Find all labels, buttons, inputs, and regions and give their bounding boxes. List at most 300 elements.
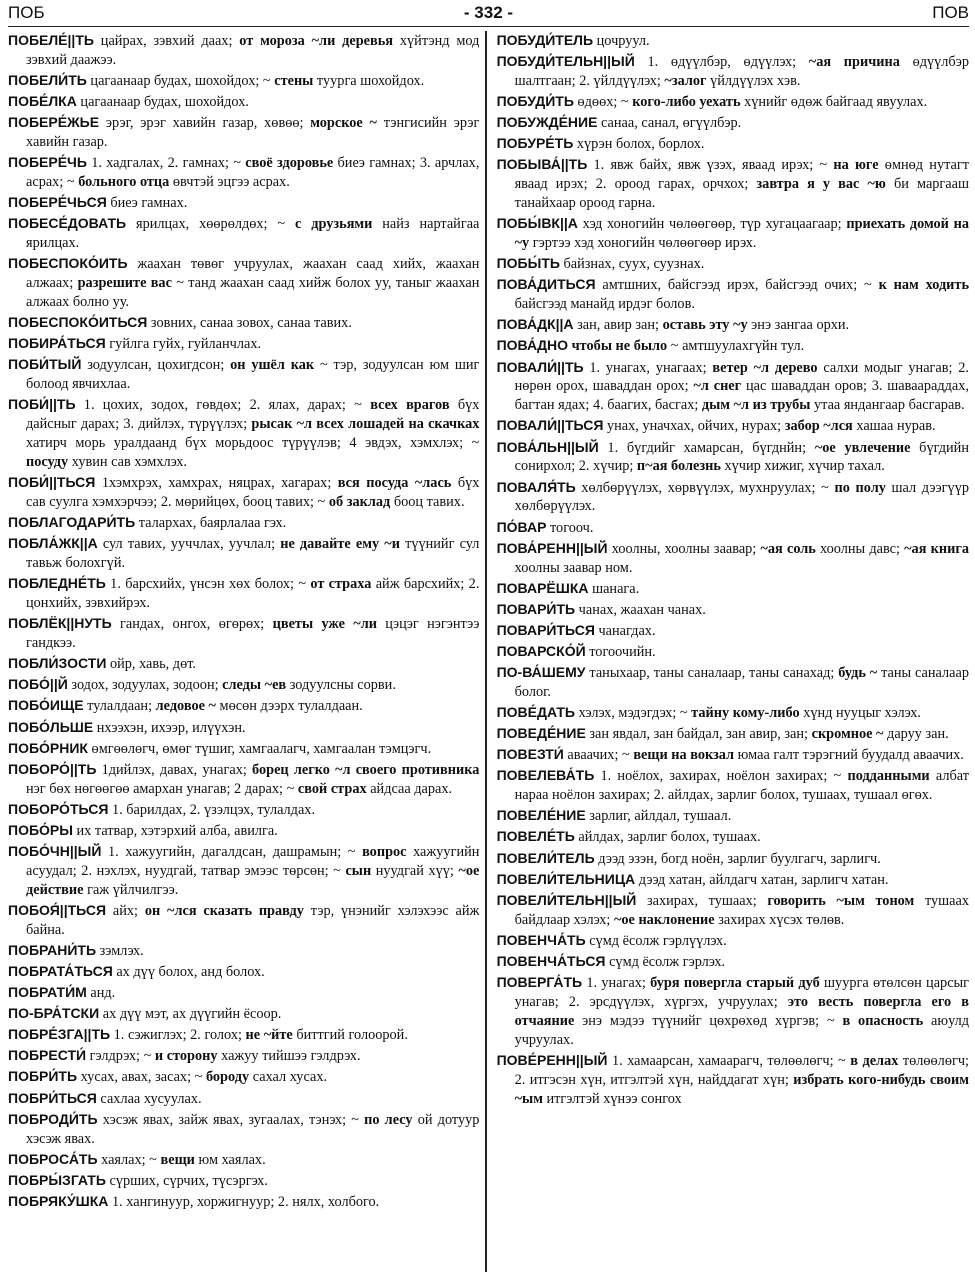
definition-text: би маргааш танайхаар ороод гарна.: [514, 176, 969, 212]
definition-text: чанагдах.: [594, 622, 656, 639]
example-phrase: вопрос: [362, 843, 407, 860]
definition-text: хувин сав хэмхлэх.: [68, 454, 187, 471]
example-phrase: ~ое наклонение: [613, 911, 715, 928]
page-header: [8, 0, 969, 27]
definition-text: 1. унагах;: [582, 974, 651, 991]
dictionary-entry: [8, 901, 479, 940]
example-phrase: ветер ~л дерево: [712, 359, 818, 376]
headword: ПОБУДИ́ТЬ: [496, 93, 574, 110]
headword: ПОВЕЗТИ́: [496, 746, 564, 763]
headword: ПОБЛАГОДАРИ́ТЬ: [8, 514, 136, 531]
headword: ПОВАРЁШКА: [496, 579, 589, 596]
definition-text: мөсөн дээрх тулалдаан.: [215, 698, 363, 715]
dictionary-entry: [8, 193, 479, 213]
definition-text: айдсаа дарах.: [366, 780, 453, 797]
definition-text: 1. өдүүлбэр, өдүүлэх;: [634, 54, 809, 71]
definition-text: чанах, жаахан чанах.: [575, 601, 706, 618]
example-phrase: буря повергла старый дуб: [650, 974, 820, 991]
dictionary-entry: [8, 534, 479, 573]
definition-text: биеэ гамнах.: [106, 195, 188, 212]
definition-text: сул тавих, ууччлах, уучлал;: [97, 536, 281, 553]
example-phrase: рысак ~л всех лошадей на скачках: [251, 416, 480, 433]
headword: ПОБРЯКУ́ШКА: [8, 1192, 109, 1209]
definition-text: унах, уначхах, ойчих, нурах;: [603, 418, 785, 435]
headword: ПОБО́||Й: [8, 676, 68, 693]
definition-text: байсгээд манайд ирдэг болов.: [514, 296, 695, 313]
dictionary-entry: [8, 800, 479, 820]
dictionary-entry: [497, 358, 969, 416]
dictionary-entry: [8, 71, 479, 91]
dictionary-entry: [497, 849, 969, 869]
dictionary-entry: [8, 1089, 479, 1109]
definition-text: хэлэх, мэдэгдэх; ~: [575, 705, 692, 722]
headword: ПОБЕСПОКО́ИТЬСЯ: [8, 314, 148, 331]
definition-text: нуудгай хүү;: [371, 862, 459, 879]
headword: ПОБЕРЕ́ЧЬСЯ: [8, 194, 107, 211]
example-phrase: ~ое действие: [26, 862, 480, 898]
dictionary-entry: [8, 1192, 479, 1212]
definition-text: 1. барсхийх, үнсэн хөх болох; ~: [105, 576, 311, 593]
headword: ПОВЕЛИ́ТЕЛЬНИЦА: [496, 870, 636, 887]
definition-text: өмгөөлөгч, өмөг түшиг, хамгаалагч, хамгаалан тэмцэгч.: [87, 740, 432, 757]
example-phrase: не давайте ему ~и: [280, 536, 400, 553]
definition-text: биттгий голоорой.: [292, 1027, 408, 1044]
definition-text: ой дотуур хэсэж явах.: [26, 1111, 480, 1147]
definition-text: захирах, тушаах;: [636, 892, 768, 909]
headword: ПОВАРИ́ТЬ: [496, 600, 576, 617]
example-phrase: это весть повергла его в отчаяние: [514, 993, 969, 1029]
columns: [8, 27, 969, 1272]
dictionary-entry: [8, 760, 479, 799]
headword: ПОВЕНЧА́ТЬ: [496, 931, 586, 948]
headword: ПОВЕРГА́ТЬ: [496, 973, 583, 990]
definition-text: аюулд учруулах.: [514, 1012, 969, 1048]
dictionary-entry: [497, 214, 969, 253]
definition-text: өвчтэй эцгээ асрах.: [169, 174, 290, 191]
dictionary-entry: [8, 675, 479, 695]
dictionary-entry: [497, 438, 969, 477]
dictionary-entry: [8, 962, 479, 982]
dictionary-entry: [8, 1025, 479, 1045]
definition-text: ~ амтшуулахгүйн тул.: [667, 338, 805, 355]
definition-text: 1. цохих, зодох, гөвдөх; 2. ялах, дарах; ~: [75, 397, 371, 414]
headword: ПОБЕСЕ́ДОВАТЬ: [8, 215, 127, 232]
headword: ПОБУДИ́ТЕЛЬ: [496, 32, 594, 48]
definition-text: гаж үйлчилгээ.: [83, 881, 179, 898]
definition-text: шал дээгүүр хөлбөрүүлэх.: [514, 479, 969, 515]
definition-text: таныхаар, таны саналаар, таны санахад;: [585, 665, 839, 682]
definition-text: гэртээ хэд хоногийн чөлөөгөөр ирэх.: [529, 235, 757, 252]
dictionary-entry: [497, 134, 969, 154]
headword: ПОБОРО́ТЬСЯ: [8, 800, 109, 817]
definition-text: бүгдийн сонирхол; 2. хүчир;: [514, 439, 969, 475]
definition-text: зодуулсан, цохигдсон;: [81, 357, 231, 374]
headword: ПОБЛИ́ЗОСТИ: [8, 655, 107, 672]
headword: ПОБРИ́ТЬ: [8, 1068, 78, 1085]
example-phrase: по полу: [834, 479, 886, 496]
headword: ПОВЕ́ДАТЬ: [496, 704, 575, 721]
headword: ПОБРАТИ́М: [8, 984, 87, 1001]
definition-text: хоолны, хоолны заавар;: [607, 540, 761, 557]
definition-text: 1. сэжиглэх; 2. голох;: [110, 1027, 246, 1044]
definition-text: цочруул.: [593, 33, 650, 49]
headword: ПОВЕНЧА́ТЬСЯ: [496, 952, 606, 969]
dictionary-entry: [8, 614, 479, 653]
definition-text: 1. явж байх, явж үзэх, яваад ирэх; ~: [587, 157, 834, 174]
headword: ПОВЕДЕ́НИЕ: [496, 725, 586, 742]
headword: ПОБРЕСТИ́: [8, 1047, 87, 1064]
headword: ПОБУЖДЕ́НИЕ: [496, 114, 598, 131]
dictionary-entry: [8, 1067, 479, 1087]
definition-text: төлөөлөгч; 2. итгэсэн хүн, итгэлтэй хүн, найддагат хүн;: [514, 1052, 969, 1088]
dictionary-entry: [497, 827, 969, 847]
dictionary-entry: [497, 724, 969, 744]
dictionary-entry: [497, 52, 969, 91]
definition-text: ах дүү болох, анд болох.: [112, 963, 265, 980]
definition-text: цас шаваддан оров; 3. шаваараддах, багтан ядах; 4. баагих, басгах;: [514, 378, 969, 414]
headword: ПОБОРО́||ТЬ: [8, 760, 97, 777]
dictionary-entry: [8, 92, 479, 112]
example-phrase: п~ая болезнь: [636, 458, 721, 475]
definition-text: айлдах, зарлиг болох, тушаах.: [574, 829, 761, 846]
headword: ПОБЕРЕ́ЖЬЕ: [8, 114, 100, 131]
example-phrase: избрать кого-нибудь своим ~ым: [514, 1071, 969, 1107]
headword: ПОВЕЛЕ́ТЬ: [496, 828, 575, 845]
definition-text: гуйлга гуйх, гуйланчлах.: [105, 336, 262, 353]
headword: ПОБЫ́ВК||А: [496, 215, 578, 232]
definition-text: зодуулсны сорви.: [286, 677, 396, 694]
example-phrase: всех врагов: [370, 397, 450, 414]
dictionary-entry: [8, 842, 479, 900]
headword: ПОБЕ́ЛКА: [8, 93, 77, 110]
dictionary-entry: [497, 663, 969, 702]
example-phrase: чтобы не было: [568, 338, 668, 355]
headword: ПОВА́ДНО: [496, 337, 569, 354]
definition-text: дээд эзэн, богд ноён, зарлиг буулгагч, зарлигч.: [594, 850, 881, 867]
headword: ПОБИ́||ТЬСЯ: [8, 474, 96, 491]
headword: ПОБУРЕ́ТЬ: [496, 135, 574, 152]
example-phrase: в опасность: [842, 1012, 924, 1029]
headword: ПОБИРА́ТЬСЯ: [8, 335, 106, 352]
definition-text: сахал хусах.: [249, 1069, 328, 1086]
dictionary-entry: [497, 518, 969, 538]
dictionary-entry: [8, 718, 479, 738]
definition-text: сүмд ёсолж гэрлэх.: [605, 953, 726, 970]
definition-text: хүчир хижиг, хүчир тахал.: [720, 458, 885, 475]
definition-text: ойр, хавь, дөт.: [106, 656, 196, 673]
definition-text: түүнийг сул тавьж болохгүй.: [26, 536, 480, 572]
headword: ПОБОЯ́||ТЬСЯ: [8, 901, 107, 918]
definition-text: албат нараа ноёлон захирах; 2. айлдах, зарлиг болох, тушаах, тушаал өгөх.: [514, 768, 969, 804]
headword: ПОБИ́ТЫЙ: [8, 356, 82, 373]
definition-text: үйлдүүлэх хэв.: [706, 73, 801, 89]
dictionary-entry: [497, 703, 969, 723]
dictionary-entry: [497, 600, 969, 620]
definition-text: хэсэж явах, зайж явах, зугаалах, тэнэх; ~: [97, 1111, 365, 1128]
example-phrase: к нам ходить: [878, 277, 969, 294]
definition-text: сүмд ёсолж гэрлүүлэх.: [585, 932, 727, 949]
dictionary-entry: [8, 513, 479, 533]
dictionary-entry: [497, 254, 969, 274]
dictionary-entry: [8, 654, 479, 674]
headword: ПОВА́ЛЬН||ЫЙ: [496, 438, 599, 455]
example-phrase: ~ое увлечение: [814, 439, 911, 456]
headword: ПОВАРСКО́Й: [496, 642, 586, 659]
headword: ПОБЫ́ТЬ: [496, 255, 560, 272]
definition-text: 1. бүгдийг хамарсан, бүгднйн;: [598, 439, 815, 456]
example-phrase: сын: [345, 862, 372, 879]
dictionary-entry: [8, 574, 479, 613]
headword: ПО́ВАР: [496, 518, 547, 535]
example-phrase: и сторону: [154, 1048, 218, 1065]
example-phrase: от страха: [310, 576, 372, 593]
definition-text: дээд хатан, айлдагч хатан, зарлигч хатан.: [635, 871, 889, 888]
definition-text: зодох, зодуулах, зодоон;: [67, 677, 223, 694]
definition-text: зэмлэх.: [96, 942, 144, 959]
headword: ПОБЛЁК||НУТЬ: [8, 615, 112, 632]
definition-text: бооц тавих.: [390, 494, 465, 511]
dictionary-entry: [497, 931, 969, 951]
definition-text: гэлдрэх; ~: [86, 1048, 155, 1065]
definition-text: тогоочийн.: [585, 643, 656, 660]
definition-text: шуурга өтөлсөн царсыг унагав; 2. эрсдүүлэх, хүргэх, учруулах;: [514, 974, 969, 1010]
definition-text: өдөөх; ~: [573, 94, 633, 111]
definition-text: биеэ гамнах; 3. арчлах, асрах; ~: [26, 155, 480, 191]
definition-text: итгэлтэй хүнээ сонгох: [542, 1090, 682, 1107]
definition-text: 1. хамаарсан, хамаарагч, төлөөлөгч; ~: [607, 1052, 851, 1069]
definition-text: юм хаялах.: [194, 1151, 266, 1168]
example-phrase: в делах: [850, 1052, 899, 1069]
dictionary-entry: [8, 1046, 479, 1066]
example-phrase: стены: [274, 73, 314, 89]
example-phrase: дым ~л из трубы: [701, 397, 811, 414]
definition-text: 1хэмхрэх, хамхрах, няцрах, хагарах;: [95, 475, 338, 492]
headword: ПОБУДИ́ТЕЛЬН||ЫЙ: [496, 53, 635, 70]
definition-text: цагаанаар будах, шохойдох.: [76, 94, 249, 111]
definition-text: хүнийг өдөж байгаад явуулах.: [740, 94, 928, 111]
headword: ПОБО́РНИК: [8, 739, 88, 756]
dictionary-entry: [8, 313, 479, 333]
headword: ПОВЕ́РЕНН||ЫЙ: [496, 1051, 608, 1068]
right-column: [487, 27, 969, 1272]
dictionary-entry: [497, 31, 969, 51]
definition-text: хаялах; ~: [97, 1151, 161, 1168]
headword: ПОВА́ДК||А: [496, 316, 574, 333]
definition-text: хашаа нурав.: [852, 418, 936, 435]
example-phrase: вся посуда ~лась: [337, 475, 452, 492]
dictionary-entry: [497, 155, 969, 213]
guide-word-right: ПОВ: [932, 3, 969, 22]
definition-text: тулалдаан;: [83, 698, 156, 715]
dictionary-entry: [497, 539, 969, 578]
definition-text: өдүүлбэр шалтгаан; 2. үйлдүүлэх;: [514, 54, 969, 89]
example-phrase: ~залог: [664, 73, 707, 89]
dictionary-entry: [8, 1171, 479, 1191]
example-phrase: борец легко ~л своего противника: [252, 761, 480, 778]
headword: ПОВАЛИ́||ТЬСЯ: [496, 417, 604, 434]
definition-text: цайрах, зэвхий даах;: [93, 33, 240, 49]
headword: ПОБЕЛИ́ТЬ: [8, 72, 87, 88]
headword: ПОВАЛЯ́ТЬ: [496, 478, 576, 495]
example-phrase: оставь эту ~у: [662, 317, 748, 334]
definition-text: хүнд нууцыг хэлэх.: [799, 705, 921, 722]
headword: ПОВЕЛИ́ТЕЛЬ: [496, 849, 595, 866]
definition-text: таны саналаар болог.: [514, 665, 969, 700]
example-phrase: ~ая книга: [904, 540, 969, 557]
definition-text: жаахан төвөг учруулах, жаахан саад хийх, жаахан алжаах;: [26, 256, 480, 292]
dictionary-entry: [497, 952, 969, 972]
example-phrase: он ~лся сказать правду: [144, 902, 304, 919]
dictionary-entry: [8, 254, 479, 312]
example-phrase: ледовое ~: [155, 698, 216, 715]
dictionary-entry: [8, 696, 479, 716]
dictionary-entry: [8, 153, 479, 192]
definition-text: 1. ноёлох, захирах, ноёлон захирах; ~: [594, 768, 848, 785]
headword: ПОВЕЛИ́ТЕЛЬН||ЫЙ: [496, 891, 637, 908]
definition-text: амтшних, байсгээд ирэх, байсгээд очих; ~: [595, 277, 879, 294]
guide-word-left: ПОБ: [8, 3, 45, 22]
headword: ПОБО́РЫ: [8, 821, 73, 838]
definition-text: шанага.: [588, 580, 640, 597]
dictionary-entry: [8, 941, 479, 961]
headword: ПОБЫВА́||ТЬ: [496, 156, 588, 173]
dictionary-entry: [8, 113, 479, 152]
example-phrase: будь ~: [838, 665, 878, 682]
headword: ПО-ВА́ШЕМУ: [496, 664, 586, 681]
headword: ПОВАРИ́ТЬСЯ: [496, 621, 595, 638]
dictionary-entry: [497, 1051, 969, 1109]
dictionary-entry: [8, 473, 479, 512]
example-phrase: от мороза ~ли деревья: [239, 33, 394, 49]
headword: ПОБРИ́ТЬСЯ: [8, 1089, 97, 1106]
example-phrase: с друзьями: [295, 216, 373, 233]
definition-text: даруу зан.: [883, 726, 949, 743]
example-phrase: не ~йте: [245, 1027, 293, 1044]
example-phrase: вещи: [160, 1151, 195, 1168]
definition-text: тогооч.: [546, 519, 594, 536]
example-phrase: забор ~лся: [784, 418, 853, 435]
headword: ПОБРАТА́ТЬСЯ: [8, 962, 113, 979]
dictionary-entry: [497, 745, 969, 765]
dictionary-entry: [8, 334, 479, 354]
example-phrase: ~ая соль: [760, 540, 816, 557]
headword: ПОБЛА́ЖК||А: [8, 535, 98, 552]
definition-text: сүрших, сүрчих, түсэргэх.: [105, 1172, 268, 1189]
example-phrase: он ушёл как: [230, 357, 315, 374]
headword: ПОБЕРЕ́ЧЬ: [8, 154, 87, 171]
definition-text: хоолны заавар ном.: [514, 559, 633, 576]
dictionary-entry: [8, 395, 479, 472]
definition-text: ярилцах, хөөрөлдөх; ~: [126, 216, 296, 233]
example-phrase: морское ~: [310, 115, 377, 132]
dictionary-entry: [8, 214, 479, 253]
definition-text: нхээхэн, ихээр, илүүхэн.: [93, 719, 246, 736]
example-phrase: об заклад: [328, 494, 391, 511]
definition-text: утаа яндангаар басгарав.: [810, 397, 965, 414]
dictionary-entry: [8, 983, 479, 1003]
definition-text: хажуугийн асуудал; 2. нэхлэх, нуудгай, татвар эмээс төрсөн; ~: [26, 843, 480, 879]
dictionary-entry: [497, 891, 969, 930]
definition-text: бүх сав суулга хэмхэрчээ; 2. мөрийцөх, бооц тавих; ~: [26, 475, 480, 511]
headword: ПОБЛЕДНЕ́ТЬ: [8, 575, 106, 592]
dictionary-entry: [497, 579, 969, 599]
definition-text: тушаах байдлаар хэлэх;: [514, 892, 969, 928]
dictionary-entry: [497, 973, 969, 1050]
dictionary-entry: [8, 1004, 479, 1024]
definition-text: айх;: [106, 902, 145, 919]
example-phrase: цветы уже ~ли: [272, 616, 377, 633]
definition-text: хажуу тийшээ гэлдрэх.: [217, 1048, 361, 1065]
definition-text: хүйтэнд мод зэвхий даажээ.: [26, 33, 480, 68]
definition-text: хүрэн болох, борлох.: [573, 136, 705, 153]
headword: ПОБРОСА́ТЬ: [8, 1150, 98, 1167]
headword: ПО-БРА́ТСКИ: [8, 1005, 100, 1022]
definition-text: зан явдал, зан байдал, зан авир, зан;: [585, 726, 812, 743]
definition-text: 1дийлэх, давах, унагах;: [96, 761, 253, 778]
dictionary-entry: [497, 315, 969, 335]
definition-text: ~ танд жаахан саад хийж болох уу, таныг жаахан алжаах болно уу.: [26, 275, 480, 311]
headword: ПОВА́РЕНН||ЫЙ: [496, 539, 608, 556]
definition-text: хэд хоногийн чөлөөгөөр, түр хугацаагаар;: [577, 216, 847, 233]
example-phrase: вещи на вокзал: [633, 747, 735, 764]
definition-text: 1. барилдах, 2. үзэлцэх, тулалдах.: [108, 801, 316, 818]
headword: ПОБРОДИ́ТЬ: [8, 1110, 98, 1127]
page-number: - 332 -: [463, 3, 514, 22]
example-phrase: по лесу: [364, 1111, 413, 1128]
headword: ПОБЕЛЕ́||ТЬ: [8, 32, 94, 48]
definition-text: юмаа галт тэрэгний буудалд аваачих.: [734, 747, 964, 764]
dictionary-entry: [497, 870, 969, 890]
headword: ПОВЕЛЕ́НИЕ: [496, 807, 586, 824]
headword: ПОВАЛИ́||ТЬ: [496, 358, 584, 375]
headword: ПОБИ́||ТЬ: [8, 396, 76, 413]
definition-text: сахлаа хусуулах.: [96, 1090, 202, 1107]
definition-text: 1. хажуугийн, дагалдсан, дашрамын; ~: [101, 843, 363, 860]
example-phrase: говорить ~ым тоном: [767, 892, 915, 909]
dictionary-entry: [8, 821, 479, 841]
definition-text: ~ тэр, зодуулсан юм шиг болоод явчихлаа.: [26, 357, 480, 393]
example-phrase: тайну кому-либо: [691, 705, 800, 722]
dictionary-entry: [8, 355, 479, 394]
dictionary-entry: [497, 336, 969, 356]
dictionary-entry: [8, 739, 479, 759]
example-phrase: ~л снег: [693, 378, 742, 395]
definition-text: нэг бөх нөгөөгөө амархан унагав; 2 дарах; ~: [26, 780, 298, 797]
definition-text: тэнгисийн эрэг хавийн газар.: [26, 115, 480, 151]
definition-text: 1. унагах, унагаах;: [583, 359, 713, 376]
dictionary-entry: [497, 478, 969, 517]
dictionary-entry: [497, 416, 969, 436]
headword: ПОБО́ЧН||ЫЙ: [8, 842, 102, 859]
left-column: [8, 27, 485, 1272]
definition-text: их татвар, хэтэрхий алба, авилга.: [72, 822, 278, 839]
headword: ПОБРЕ́ЗГА||ТЬ: [8, 1026, 111, 1043]
dictionary-entry: [8, 1110, 479, 1149]
definition-text: хатирч морь уралдаанд бүх морьдоос түрүүлэв; 4 эвдэх, хэмхлэх; ~: [26, 435, 480, 452]
definition-text: 1. хадгалах, 2. гамнах; ~: [86, 155, 246, 172]
definition-text: санаа, санал, өгүүлбэр.: [597, 115, 742, 132]
headword: ПОБРЫ́ЗГАТЬ: [8, 1171, 106, 1188]
dictionary-entry: [497, 275, 969, 314]
headword: ПОБО́ЛЬШЕ: [8, 718, 94, 735]
definition-text: тэр, үнэнийг хэлэхээс айж байна.: [26, 902, 480, 938]
definition-text: анд.: [86, 985, 116, 1002]
dictionary-entry: [497, 806, 969, 826]
dictionary-entry: [497, 92, 969, 112]
example-phrase: завтра я у вас ~ю: [756, 176, 886, 193]
definition-text: зовних, санаа зовох, санаа тавих.: [147, 315, 352, 332]
example-phrase: посуду: [26, 454, 69, 471]
